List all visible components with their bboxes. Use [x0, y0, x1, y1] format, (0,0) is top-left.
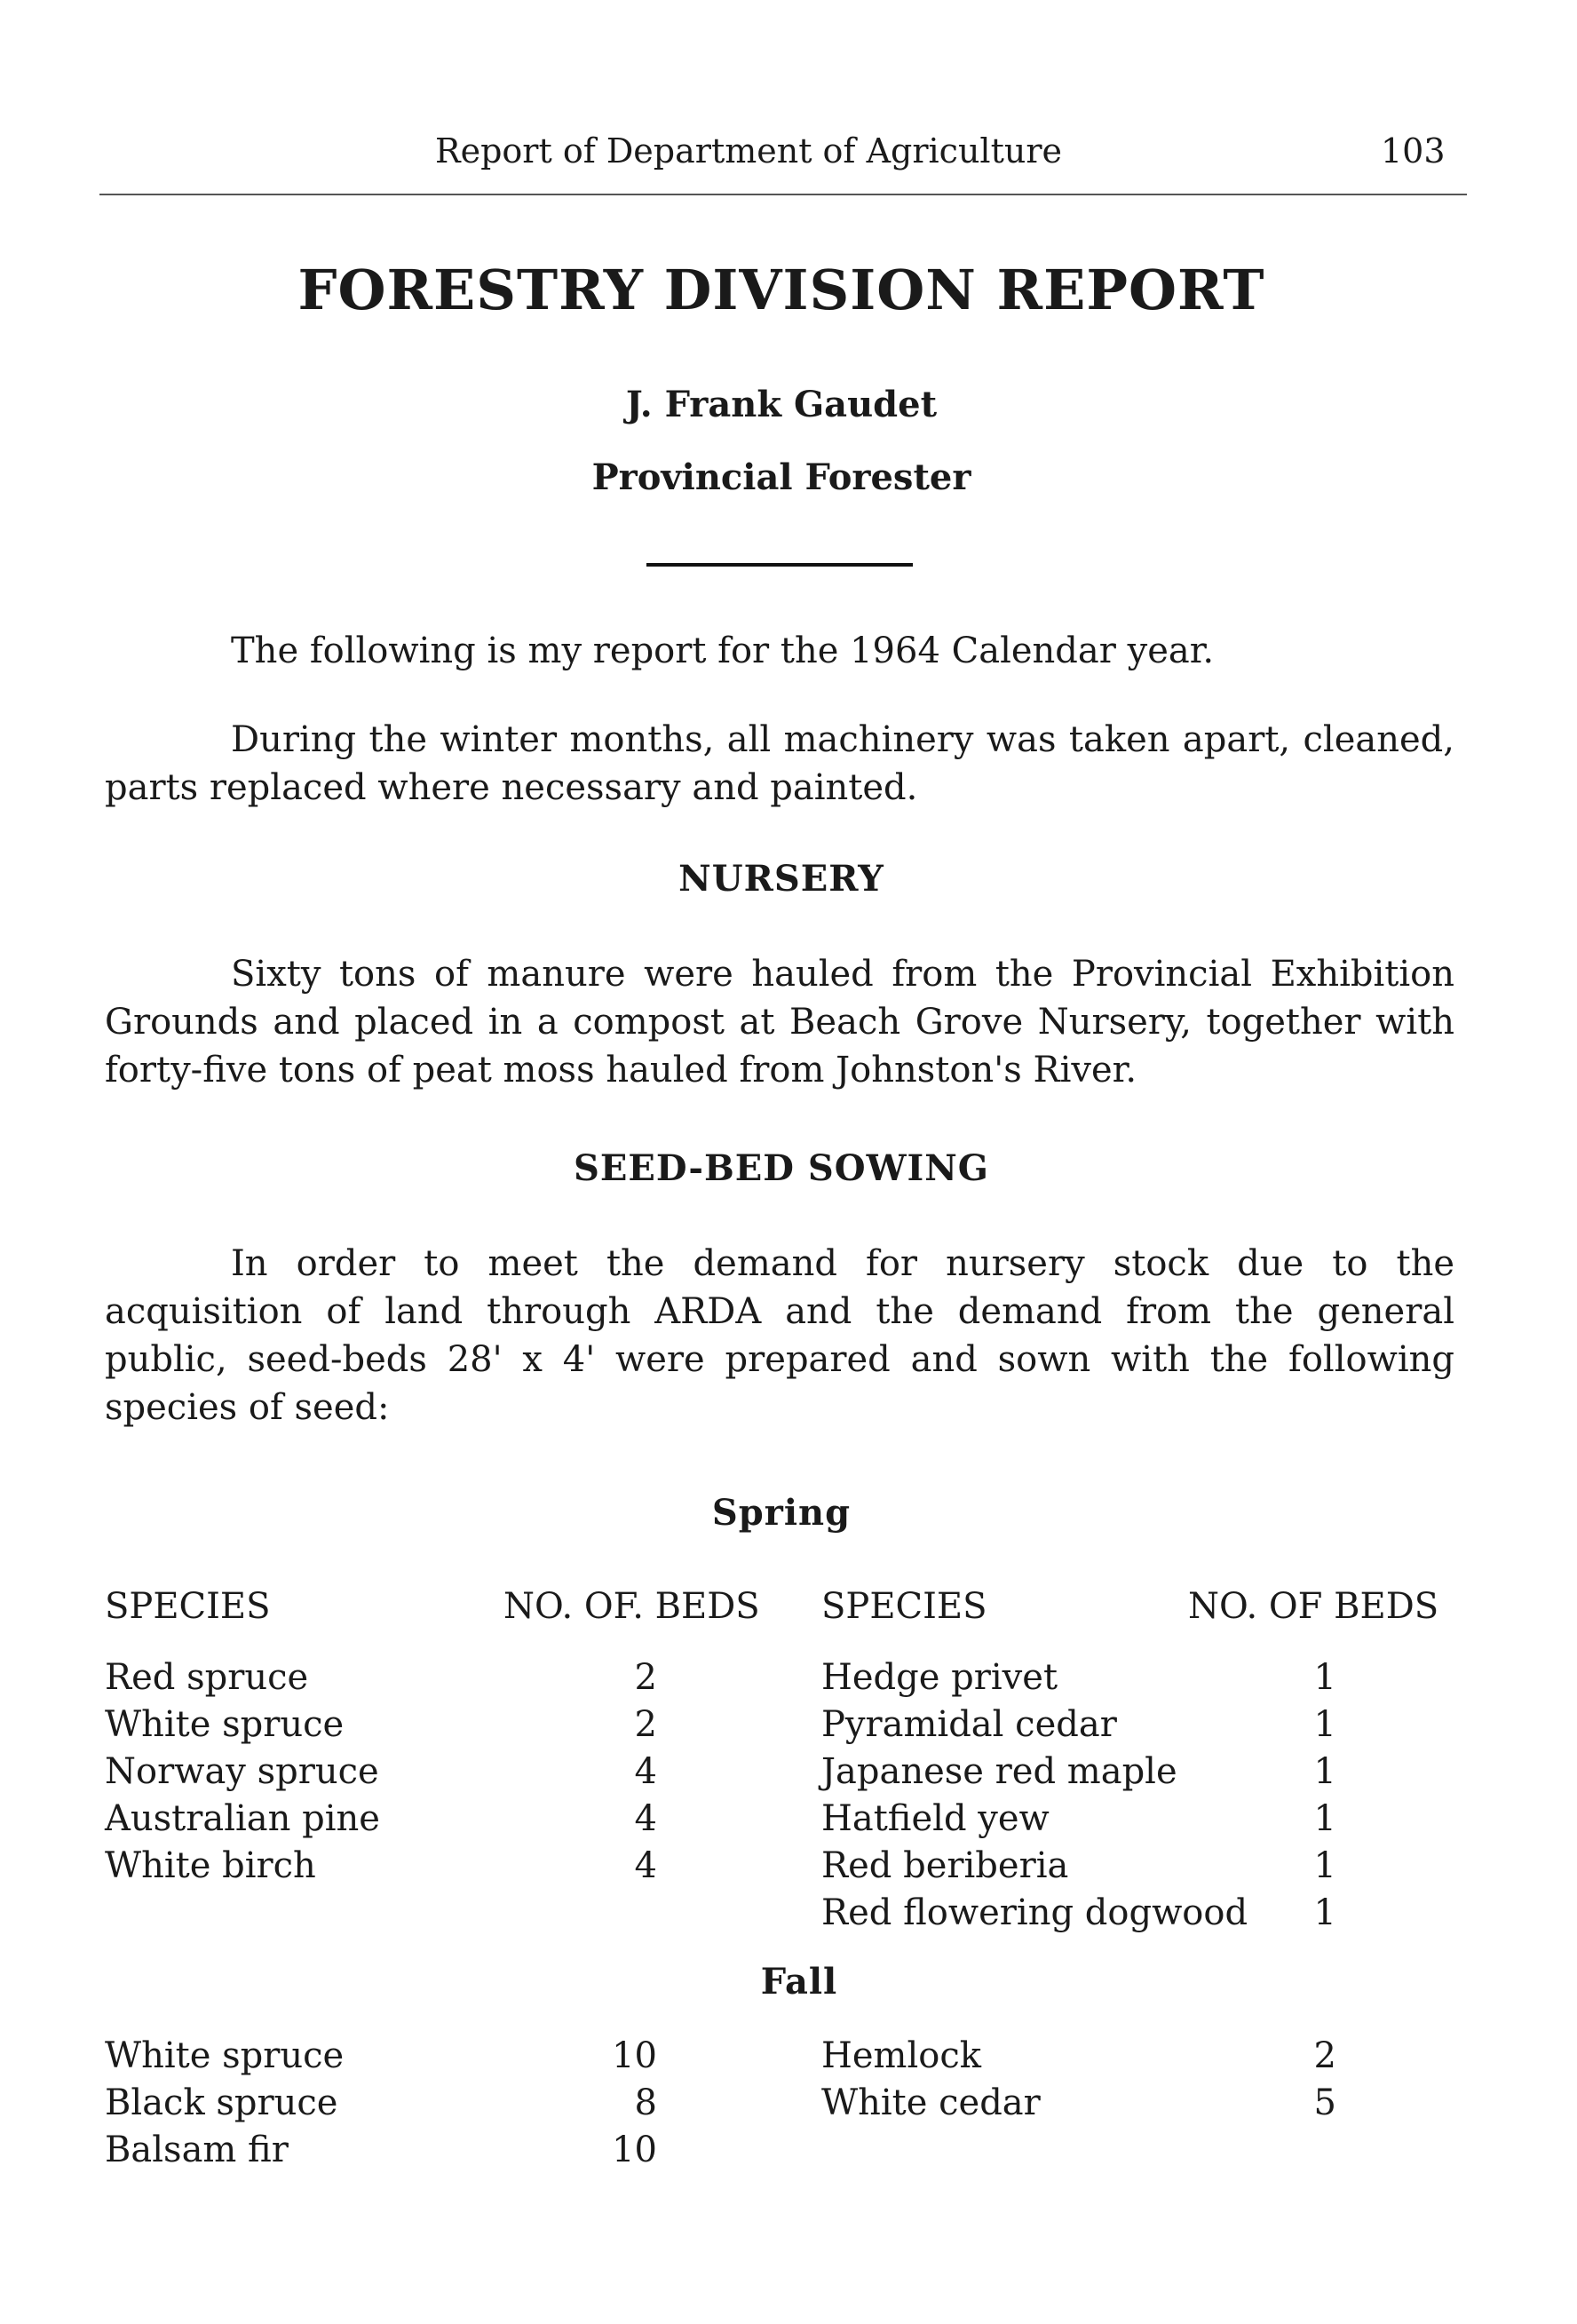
spring-right-beds: 1 [1313, 1657, 1336, 1698]
fall-left-beds: 10 [612, 2035, 657, 2076]
header-species-left: SPECIES [105, 1586, 271, 1627]
spring-right-species: Hatfield yew [821, 1798, 1050, 1839]
spring-right-beds: 1 [1313, 1798, 1336, 1839]
author-role: Provincial Forester [591, 456, 971, 498]
fall-left-beds: 10 [612, 2130, 657, 2170]
fall-left-species: Balsam fir [105, 2130, 289, 2170]
title-rule [646, 563, 913, 567]
spring-label: Spring [711, 1492, 852, 1534]
running-head: Report of Department of Agriculture [435, 131, 1062, 171]
spring-right-beds: 1 [1313, 1845, 1336, 1886]
intro-paragraph: The following is my report for the 1964 Calendar year. [231, 631, 1215, 671]
fall-left-beds: 8 [634, 2082, 657, 2123]
header-beds-left: NO. OF. BEDS [503, 1586, 760, 1627]
spring-right-species: Pyramidal cedar [821, 1704, 1117, 1745]
spring-right-species: Hedge privet [821, 1657, 1058, 1698]
spring-left-species: Norway spruce [105, 1751, 379, 1792]
spring-left-beds: 2 [634, 1704, 657, 1745]
spring-left-species: Australian pine [105, 1798, 380, 1839]
spring-right-beds: 1 [1313, 1751, 1336, 1792]
nursery-paragraph: Sixty tons of manure were hauled from the Provincial Exhibition Grounds and placed in a compost at Beach Grove Nursery, together with forty-five tons of peat moss hauled from Johnston's River. [105, 954, 1454, 1091]
fall-label: Fall [760, 1961, 838, 2003]
seedbed-paragraph: In order to meet the demand for nursery stock due to the acquisition of land through ARDA and the demand from the general public, seed-beds 28' x 4' were prepared and sown with the following species of seed: [105, 1243, 1454, 1428]
spring-right-species: Red flowering dogwood [821, 1892, 1248, 1933]
fall-left-species: White spruce [105, 2035, 345, 2076]
spring-left-beds: 4 [634, 1798, 657, 1839]
spring-left-species: White birch [105, 1845, 316, 1886]
spring-left-species: White spruce [105, 1704, 345, 1745]
fall-right-species: White cedar [821, 2082, 1041, 2123]
spring-left-beds: 4 [634, 1845, 657, 1886]
header-beds-right: NO. OF BEDS [1188, 1586, 1439, 1627]
page-number: 103 [1381, 131, 1446, 171]
seedbed-heading: SEED-BED SOWING [574, 1147, 989, 1189]
fall-right-beds: 2 [1313, 2035, 1336, 2076]
spring-left-species: Red spruce [105, 1657, 309, 1698]
header-species-right: SPECIES [821, 1586, 987, 1627]
spring-left-beds: 4 [634, 1751, 657, 1792]
spring-left-beds: 2 [634, 1657, 657, 1698]
report-title: FORESTRY DIVISION REPORT [297, 258, 1265, 322]
spring-right-species: Red beriberia [821, 1845, 1069, 1886]
author-name: J. Frank Gaudet [625, 384, 938, 425]
spring-right-beds: 1 [1313, 1892, 1336, 1933]
nursery-heading: NURSERY [678, 858, 884, 900]
header-rule [99, 194, 1467, 195]
spring-right-species: Japanese red maple [821, 1751, 1177, 1792]
fall-right-species: Hemlock [821, 2035, 981, 2076]
fall-left-species: Black spruce [105, 2082, 338, 2123]
winter-paragraph: During the winter months, all machinery was taken apart, cleaned, parts replaced where necessary and painted. [105, 719, 1454, 808]
fall-right-beds: 5 [1313, 2082, 1336, 2123]
spring-right-beds: 1 [1313, 1704, 1336, 1745]
